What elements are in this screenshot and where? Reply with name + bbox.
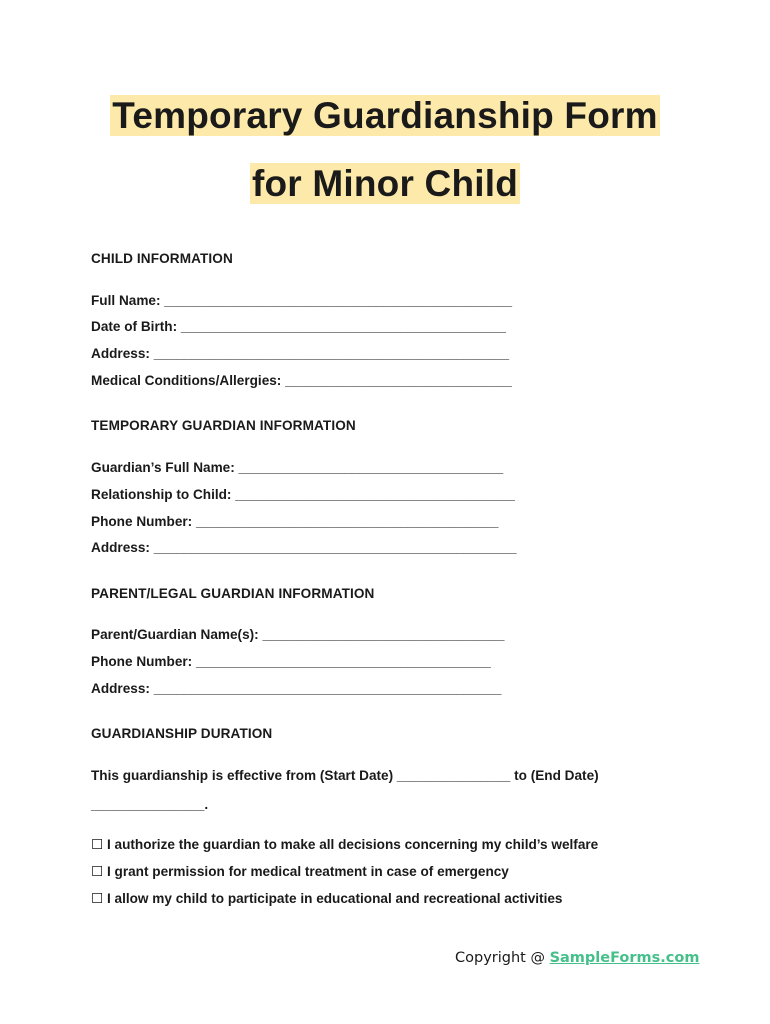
child-medical-field[interactable]: Medical Conditions/Allergies: ______________________________	[91, 373, 512, 388]
guardian-info-heading: TEMPORARY GUARDIAN INFORMATION	[91, 418, 356, 433]
authorize-decisions-checkbox[interactable]: ☐ I authorize the guardian to make all decisions concerning my child’s welfare	[91, 837, 599, 852]
form-title-text-2: for Minor Child	[251, 163, 519, 204]
child-address-field[interactable]: Address: _______________________________________________	[91, 346, 510, 361]
guardian-phone-field[interactable]: Phone Number: ________________________________________	[91, 514, 499, 529]
sampleforms-link[interactable]: SampleForms.com	[549, 950, 700, 966]
parent-names-field[interactable]: Parent/Guardian Name(s): ________________________________	[91, 627, 505, 642]
form-title-line-1	[0, 95, 770, 137]
guardian-relationship-field[interactable]: Relationship to Child: _____________________________________	[91, 487, 515, 502]
parent-phone-field[interactable]: Phone Number: _______________________________________	[91, 654, 491, 669]
parent-info-heading: PARENT/LEGAL GUARDIAN INFORMATION	[91, 586, 375, 601]
child-dob-field[interactable]: Date of Birth: ___________________________________________	[91, 319, 506, 334]
guardian-address-field[interactable]: Address: ________________________________________________	[91, 540, 517, 555]
activities-checkbox[interactable]: ☐ I allow my child to participate in educational and recreational activities	[91, 891, 563, 906]
medical-treatment-checkbox[interactable]: ☐ I grant permission for medical treatment in case of emergency	[91, 864, 509, 879]
copyright-prefix: Copyright @	[455, 950, 550, 966]
child-full-name-field[interactable]: Full Name: ______________________________________________	[91, 293, 513, 308]
copyright-footer	[455, 950, 699, 966]
duration-dates-line[interactable]: This guardianship is effective from (Start Date) _______________ to (End Date)	[91, 768, 599, 783]
guardian-full-name-field[interactable]: Guardian’s Full Name: ___________________________________	[91, 460, 504, 475]
parent-address-field[interactable]: Address: ______________________________________________	[91, 681, 502, 696]
form-title-text-1: Temporary Guardianship Form	[112, 95, 658, 136]
form-title-line-2	[0, 163, 770, 205]
duration-heading: GUARDIANSHIP DURATION	[91, 726, 273, 741]
child-info-heading: CHILD INFORMATION	[91, 251, 233, 266]
duration-end-date-line[interactable]: _______________.	[91, 797, 209, 812]
